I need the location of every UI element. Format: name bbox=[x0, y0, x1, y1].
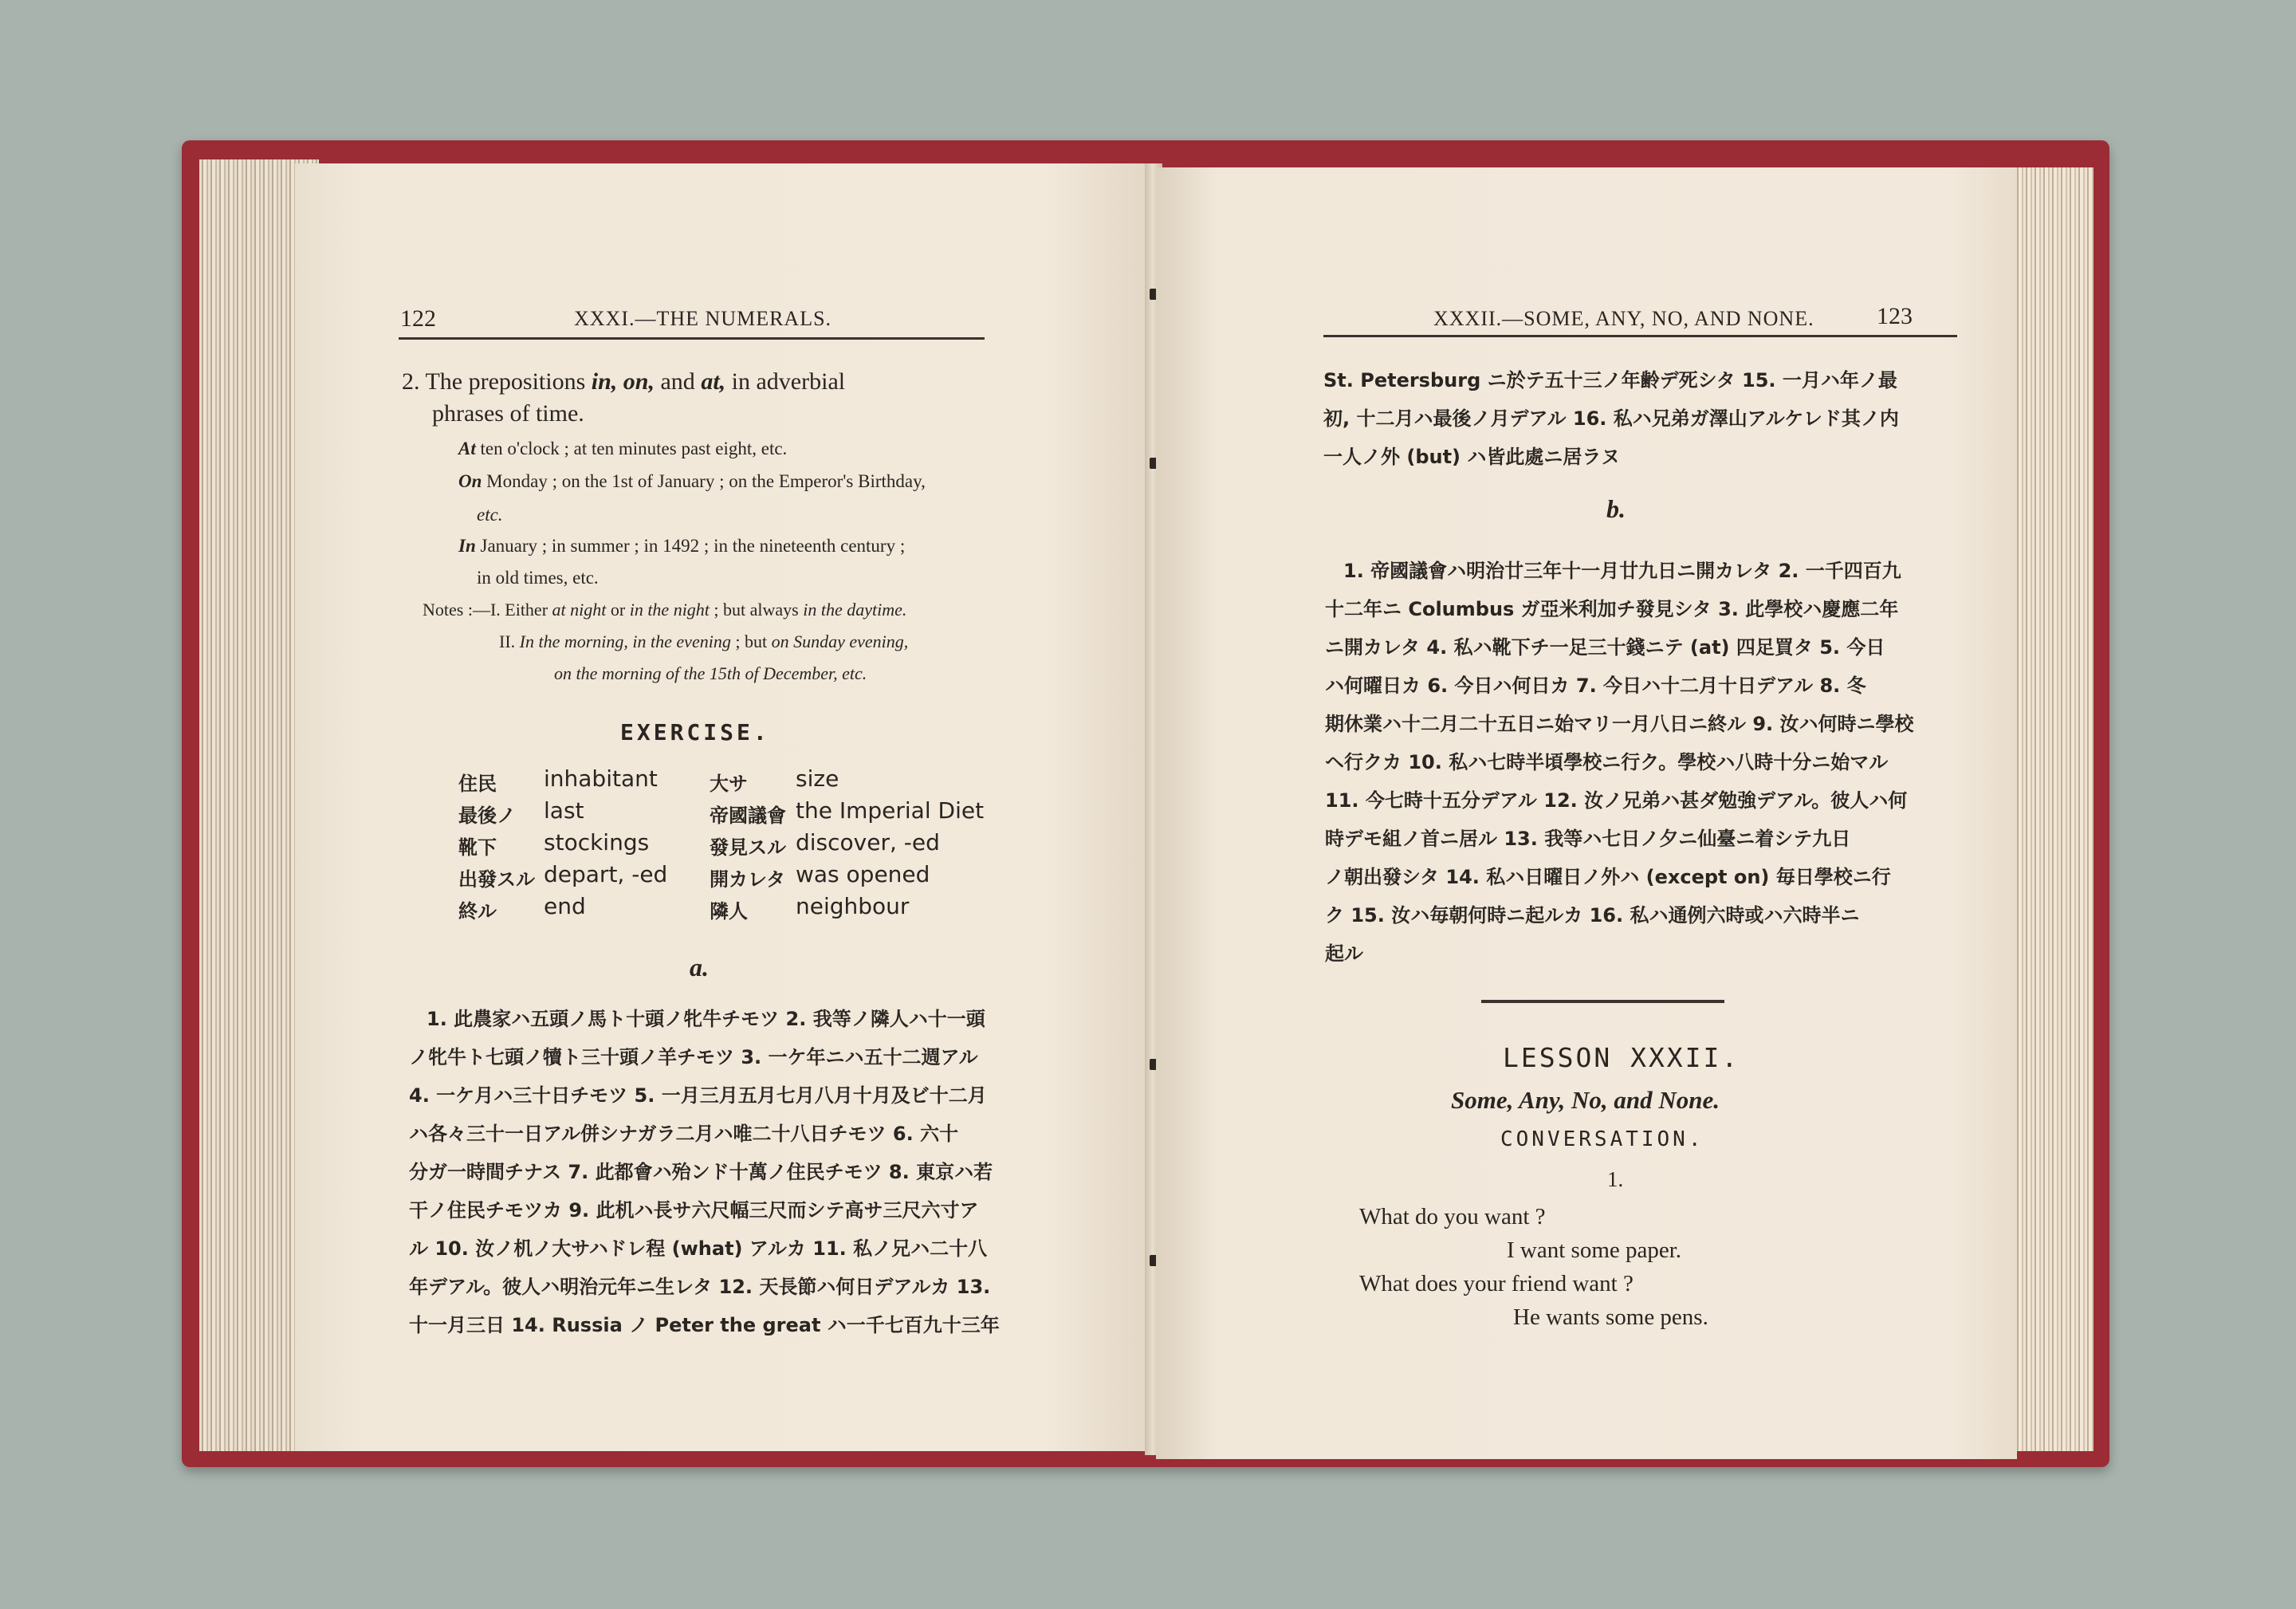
vocab-en: end bbox=[544, 893, 586, 919]
example-in: In January ; in summer ; in 1492 ; in the nineteenth century ; bbox=[458, 536, 906, 556]
vocab-en: inhabitant bbox=[544, 765, 658, 792]
text-line: ノ牝牛ト七頭ノ犢ト三十頭ノ羊チモツ 3. 一ケ年ニハ五十二週アル bbox=[409, 1046, 978, 1068]
exercise-heading: EXERCISE. bbox=[620, 719, 770, 745]
vocab-en: depart, -ed bbox=[544, 861, 668, 887]
vocab-en: stockings bbox=[544, 829, 650, 856]
dialog-answer: He wants some pens. bbox=[1513, 1304, 1708, 1330]
text-line: 年デアル。彼人ハ明治元年ニ生レタ 12. 天長節ハ何日デアルカ 13. bbox=[409, 1276, 991, 1298]
rule-2-title: 2. The prepositions in, on, and at, in adverbial bbox=[402, 368, 846, 395]
example-on: On Monday ; on the 1st of January ; on the Emperor's Birthday, bbox=[458, 471, 926, 491]
text-line: 時デモ組ノ首ニ居ル 13. 我等ハ七日ノ夕ニ仙臺ニ着シテ九日 bbox=[1325, 828, 1851, 850]
vocab-jp: 發見スル bbox=[710, 836, 786, 859]
text-line: 4. 一ケ月ハ三十日チモツ 5. 一月三月五月七月八月十月及ビ十二月 bbox=[409, 1084, 987, 1107]
text-line: 期休業ハ十二月二十五日ニ始マリ一月八日ニ終ル 9. 汝ハ何時ニ學校 bbox=[1325, 713, 1914, 735]
dialog-answer: I want some paper. bbox=[1507, 1237, 1682, 1263]
note-2: II. In the morning, in the evening ; but on Sunday evening, bbox=[499, 631, 909, 651]
note-2-cont: on the morning of the 15th of December, etc. bbox=[554, 663, 867, 683]
example-at: At ten o'clock ; at ten minutes past eight, etc. bbox=[458, 439, 788, 458]
vocab-jp: 最後ノ bbox=[458, 804, 516, 827]
header-rule bbox=[1323, 335, 1957, 337]
vocab-jp: 住民 bbox=[458, 773, 497, 795]
vocab-en: last bbox=[544, 797, 584, 824]
vocab-jp: 隣人 bbox=[710, 900, 748, 923]
vocab-en: the Imperial Diet bbox=[796, 797, 985, 824]
text-line: 1. 帝國議會ハ明治廿三年十一月廿九日ニ開カレタ 2. 一千四百九 bbox=[1343, 560, 1901, 582]
vocab-en: was opened bbox=[796, 861, 930, 887]
text-line: ノ朝出發シタ 14. 私ハ日曜日ノ外ハ (except on) 毎日學校ニ行 bbox=[1325, 866, 1891, 888]
vocab-jp: 出發スル bbox=[458, 868, 535, 891]
vocab-jp: 靴下 bbox=[458, 836, 497, 859]
page-number: 122 bbox=[400, 305, 436, 332]
vocab-jp: 終ル bbox=[458, 900, 497, 923]
text-line: St. Petersburg ニ於テ五十三ノ年齢デ死シタ 15. 一月ハ年ノ最 bbox=[1323, 369, 1897, 391]
text-line: ヘ行クカ 10. 私ハ七時半頃學校ニ行ク。學校ハ八時十分ニ始マル bbox=[1325, 751, 1889, 773]
dialog-question: What do you want ? bbox=[1359, 1204, 1546, 1229]
conversation-number: 1. bbox=[1607, 1167, 1624, 1191]
vocab-en: size bbox=[796, 765, 839, 792]
vocab-en: neighbour bbox=[796, 893, 910, 919]
text-line: 1. 此農家ハ五頭ノ馬ト十頭ノ牝牛チモツ 2. 我等ノ隣人ハ十一頭 bbox=[427, 1008, 985, 1030]
left-page bbox=[295, 163, 1148, 1451]
rule-2-line2: phrases of time. bbox=[432, 400, 584, 427]
text-line: 起ル bbox=[1325, 942, 1363, 965]
example-in-cont: in old times, etc. bbox=[477, 568, 599, 588]
text-line: 十一月三日 14. Russia ノ Peter the great ハ一千七百九十三年 bbox=[409, 1314, 1000, 1336]
text-line: ハ何曜日カ 6. 今日ハ何日カ 7. 今日ハ十二月十日デアル 8. 冬 bbox=[1325, 675, 1866, 697]
text-line: ハ各々三十一日アル併シナガラ二月ハ唯二十八日チモツ 6. 六十 bbox=[409, 1123, 959, 1145]
lesson-title: LESSON XXXII. bbox=[1503, 1042, 1740, 1073]
vocab-jp: 開カレタ bbox=[710, 868, 786, 891]
note-1: Notes :—I. Either at night or in the night ; but always in the daytime. bbox=[423, 600, 907, 620]
text-line: 十二年ニ Columbus ガ亞米利加チ發見シタ 3. 此學校ハ慶應二年 bbox=[1325, 598, 1899, 620]
text-line: 11. 今七時十五分デアル 12. 汝ノ兄弟ハ甚ダ勉強デアル。彼人ハ何 bbox=[1325, 789, 1908, 812]
text-line: ク 15. 汝ハ毎朝何時ニ起ルカ 16. 私ハ通例六時或ハ六時半ニ bbox=[1325, 904, 1860, 926]
section-a-heading: a. bbox=[690, 953, 709, 982]
header-rule bbox=[399, 337, 985, 340]
vocab-jp: 帝國議會 bbox=[710, 804, 786, 827]
dialog-question: What does your friend want ? bbox=[1359, 1271, 1634, 1296]
text-line: ニ開カレタ 4. 私ハ靴下チ一足三十錢ニテ (at) 四足買タ 5. 今日 bbox=[1325, 636, 1885, 659]
section-divider bbox=[1481, 1000, 1724, 1003]
example-on-cont: etc. bbox=[477, 505, 503, 525]
text-line: 一人ノ外 (but) ハ皆此處ニ居ラヌ bbox=[1323, 446, 1621, 468]
text-line: ル 10. 汝ノ机ノ大サハドレ程 (what) アルカ 11. 私ノ兄ハ二十八 bbox=[409, 1237, 988, 1260]
page-number: 123 bbox=[1877, 303, 1913, 329]
right-page-edges bbox=[2006, 167, 2094, 1451]
vocab-en: discover, -ed bbox=[796, 829, 940, 856]
text-line: 分ガ一時間チナス 7. 此都會ハ殆ンド十萬ノ住民チモツ 8. 東京ハ若 bbox=[409, 1161, 993, 1183]
text-line: 干ノ住民チモツカ 9. 此机ハ長サ六尺幅三尺而シテ高サ三尺六寸ア bbox=[409, 1199, 979, 1222]
vocab-jp: 大サ bbox=[710, 773, 748, 795]
text-line: 初, 十二月ハ最後ノ月デアル 16. 私ハ兄弟ガ澤山アルケレド其ノ内 bbox=[1323, 407, 1899, 430]
running-head: XXXII.—SOME, ANY, NO, AND NONE. bbox=[1433, 307, 1814, 330]
section-b-heading: b. bbox=[1606, 494, 1626, 523]
lesson-subtitle: Some, Any, No, and None. bbox=[1451, 1086, 1720, 1114]
right-page bbox=[1156, 167, 2017, 1459]
conversation-heading: CONVERSATION. bbox=[1500, 1127, 1704, 1151]
running-head: XXXI.—THE NUMERALS. bbox=[574, 307, 832, 330]
